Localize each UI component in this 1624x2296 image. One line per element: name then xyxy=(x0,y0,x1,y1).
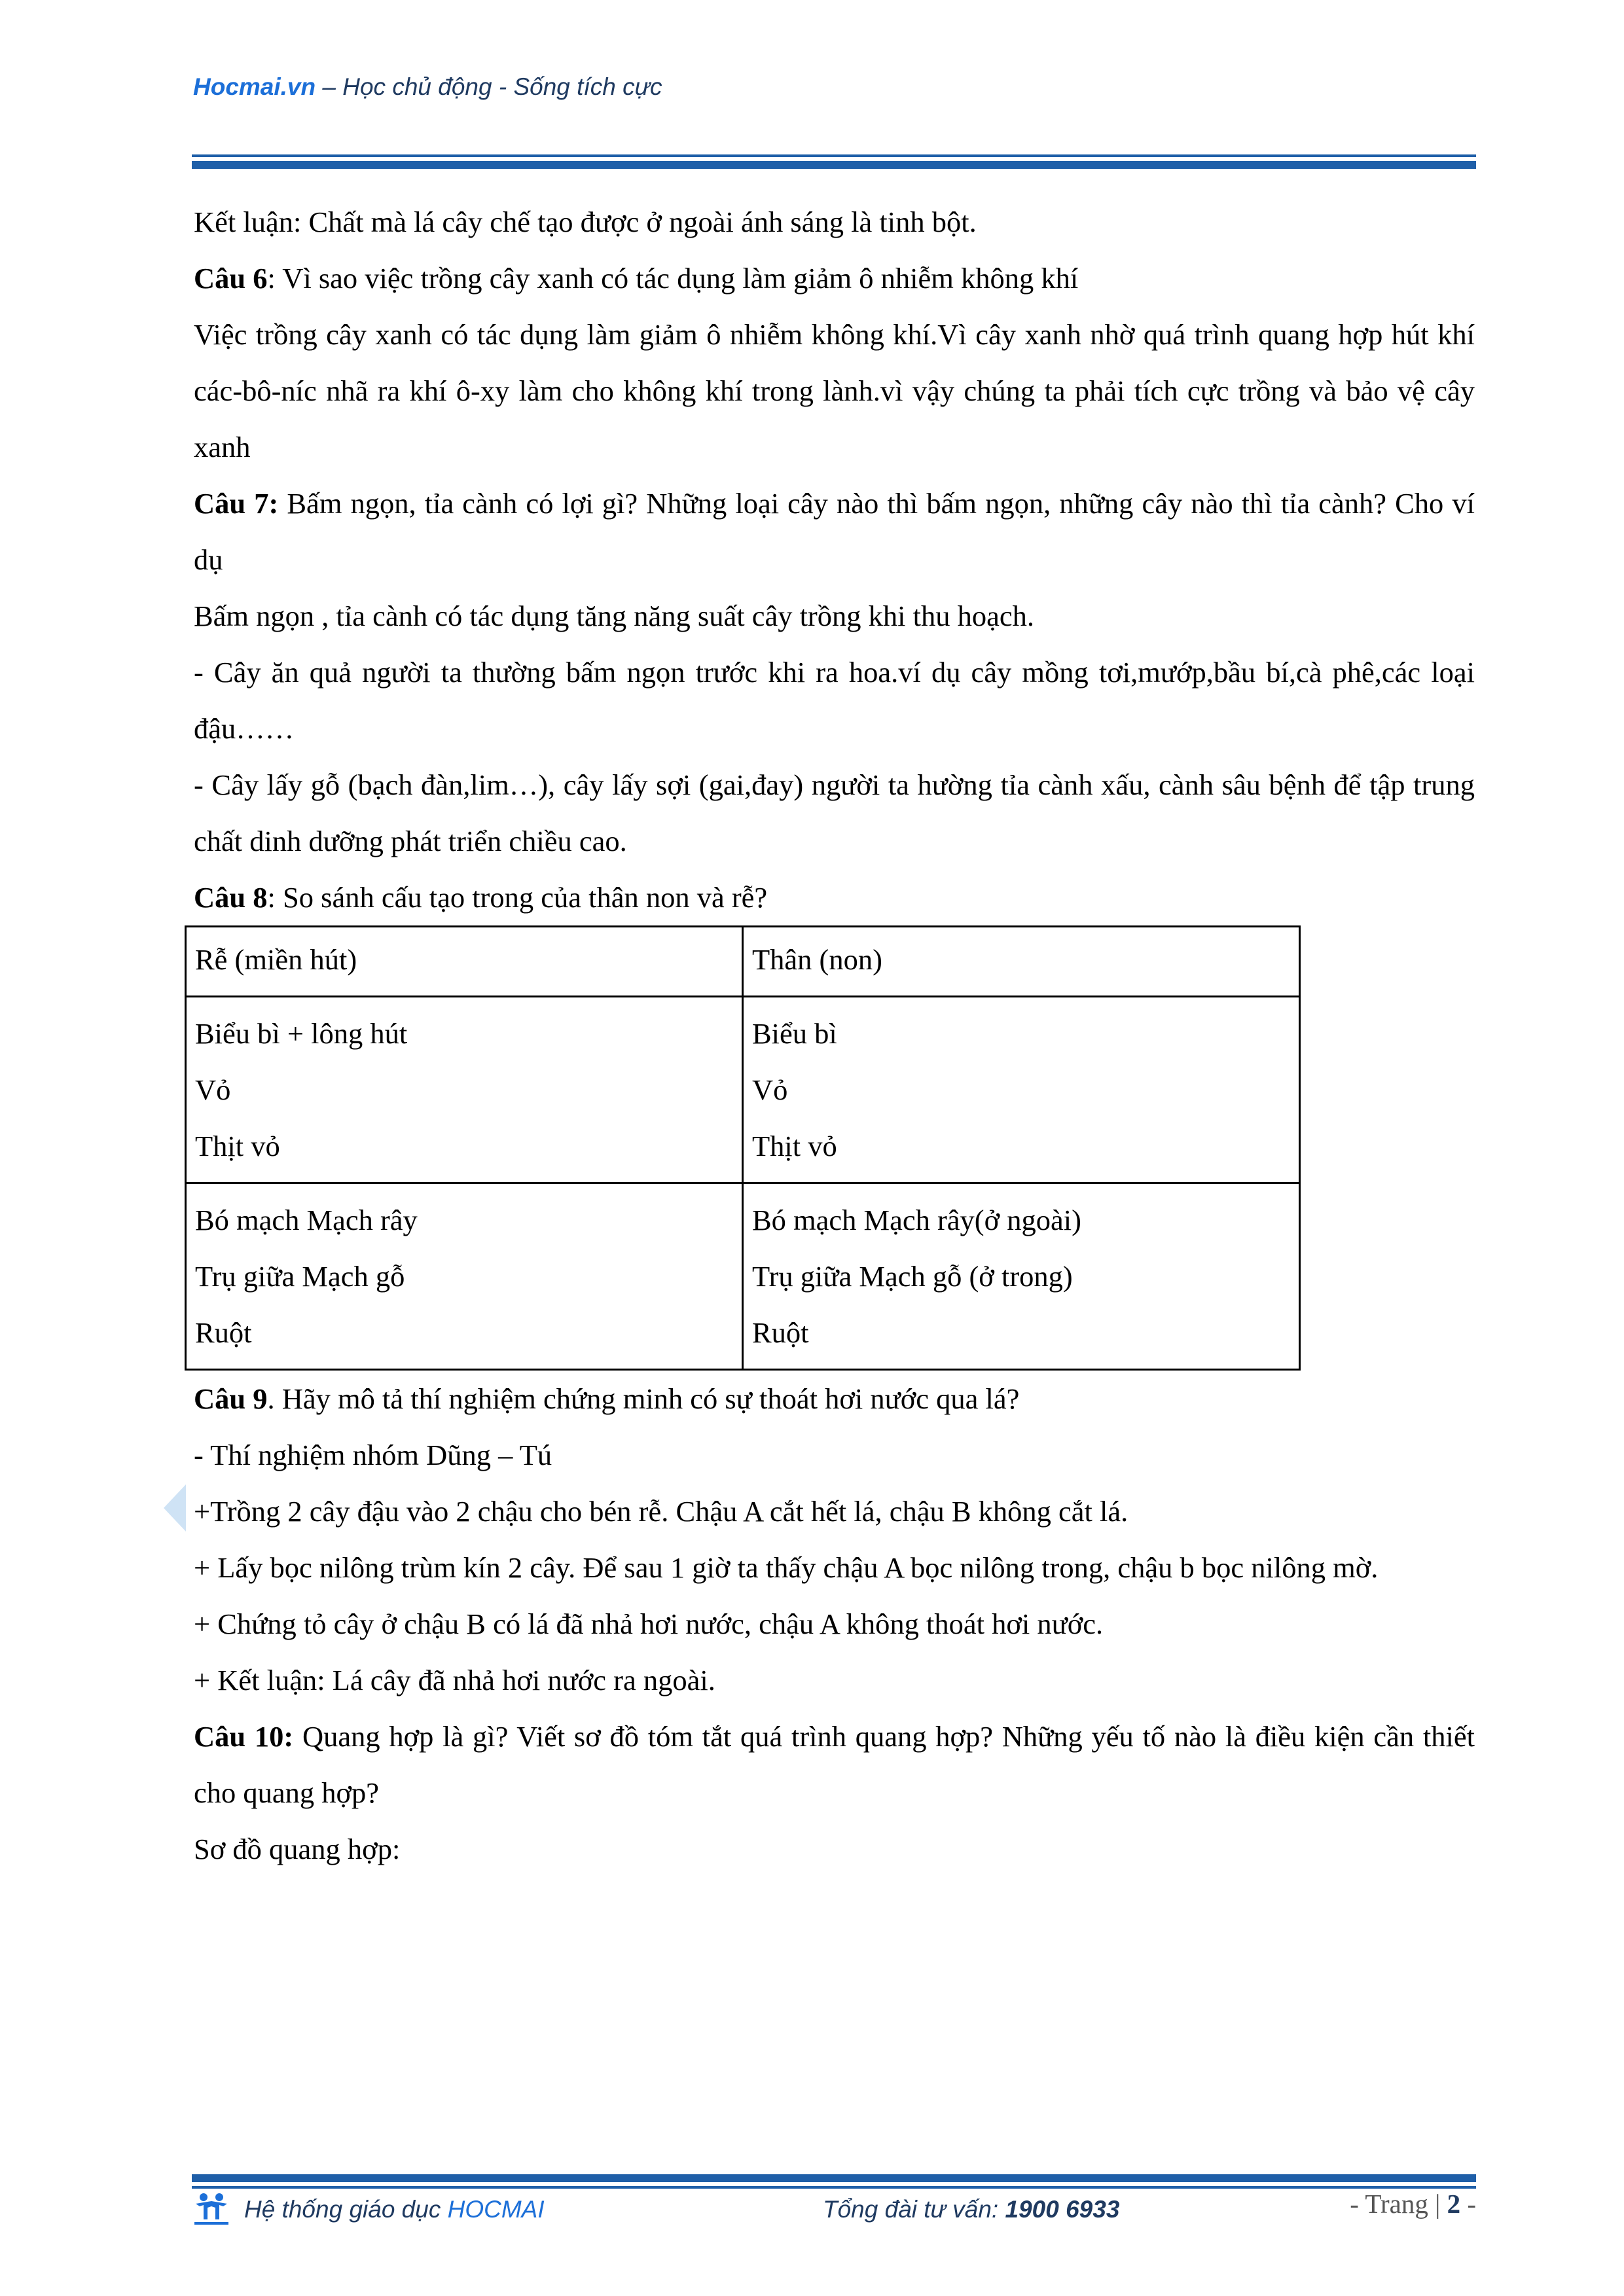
footer-system xyxy=(244,2196,545,2223)
cell-line: Thịt vỏ xyxy=(752,1130,837,1162)
table-cell xyxy=(186,1183,743,1370)
question-8-text: : So sánh cấu tạo trong của thân non và rễ? xyxy=(267,881,768,914)
page-indicator xyxy=(1350,2188,1476,2219)
diagram-label: Sơ đồ quang hợp: xyxy=(194,1833,401,1865)
table-header-row xyxy=(186,927,1300,997)
footer-system-prefix: Hệ thống giáo dục xyxy=(244,2196,448,2223)
footer-hotline-prefix: Tổng đài tư vấn: xyxy=(823,2196,1005,2223)
answer-7-line: - Cây ăn quả người ta thường bấm ngọn trước khi ra hoa.ví dụ cây mồng tơi,mướp,bầu bí,cà phê,các loại đậu…… xyxy=(194,656,1475,745)
header-divider xyxy=(192,154,1476,169)
question-6 xyxy=(194,250,1475,306)
chevron-left-icon[interactable] xyxy=(164,1484,187,1532)
question-9 xyxy=(194,1371,1475,1427)
table-header-cell: Thân (non) xyxy=(743,927,1300,997)
question-7-text: Bấm ngọn, tỉa cành có lợi gì? Những loại cây nào thì bấm ngọn, những cây nào thì tỉa cành? Cho ví dụ xyxy=(194,487,1475,576)
answer-6: Việc trồng cây xanh có tác dụng làm giảm ô nhiễm không khí.Vì cây xanh nhờ quá trình quang hợp hút khí các-bô-níc nhã ra khí ô-xy làm cho không khí trong lành.vì vậy chúng ta phải tích cực trồng và bảo vệ cây xanh xyxy=(194,318,1475,463)
table-row xyxy=(186,1183,1300,1370)
answer-7-line: Bấm ngọn , tỉa cành có tác dụng tăng năng suất cây trồng khi thu hoạch. xyxy=(194,600,1034,632)
cell-line: Thịt vỏ xyxy=(195,1130,280,1162)
document-body xyxy=(194,194,1475,1877)
question-6-label: Câu 6 xyxy=(194,262,268,295)
cell-line: Vỏ xyxy=(752,1073,788,1106)
table-header-cell: Rễ (miền hút) xyxy=(186,927,743,997)
cell-line: Trụ giữa Mạch gỗ xyxy=(195,1260,405,1293)
question-7 xyxy=(194,475,1475,588)
page-number: 2 xyxy=(1447,2189,1461,2219)
answer-9-line: + Kết luận: Lá cây đã nhả hơi nước ra ngoài. xyxy=(194,1664,715,1696)
question-10-label: Câu 10: xyxy=(194,1720,294,1753)
conclusion-text: Kết luận: Chất mà lá cây chế tạo được ở ngoài ánh sáng là tinh bột. xyxy=(194,206,977,238)
answer-7-line: - Cây lấy gỗ (bạch đàn,lim…), cây lấy sợi (gai,đay) người ta hường tỉa cành xấu, cành sâu bệnh để tập trung chất dinh dưỡng phát triển chiều cao. xyxy=(194,768,1475,857)
cell-line: Bó mạch Mạch rây(ở ngoài) xyxy=(752,1204,1081,1236)
answer-9-line: + Lấy bọc nilông trùm kín 2 cây. Để sau 1 giờ ta thấy chậu A bọc nilông trong, chậu b bọc nilông mờ. xyxy=(194,1551,1379,1584)
question-9-label: Câu 9 xyxy=(194,1382,268,1415)
page-prefix: - Trang | xyxy=(1350,2189,1447,2219)
question-6-text: : Vì sao việc trồng cây xanh có tác dụng làm giảm ô nhiễm không khí xyxy=(267,262,1079,295)
question-8-label: Câu 8 xyxy=(194,881,268,914)
answer-9-line: + Chứng tỏ cây ở chậu B có lá đã nhả hơi nước, chậu A không thoát hơi nước. xyxy=(194,1607,1104,1640)
footer-hotline-number[interactable]: 1900 6933 xyxy=(1005,2196,1120,2223)
hocmai-logo-icon[interactable] xyxy=(192,2192,231,2229)
comparison-table xyxy=(185,925,1301,1371)
answer-9-line: - Thí nghiệm nhóm Dũng – Tú xyxy=(194,1439,552,1471)
table-cell xyxy=(186,997,743,1183)
footer-system-brand[interactable]: HOCMAI xyxy=(447,2196,545,2223)
question-10-text: Quang hợp là gì? Viết sơ đồ tóm tắt quá trình quang hợp? Những yếu tố nào là điều kiện cần thiết cho quang hợp? xyxy=(194,1720,1475,1809)
cell-line: Ruột xyxy=(752,1316,809,1349)
question-7-label: Câu 7: xyxy=(194,487,279,520)
answer-9-line: +Trồng 2 cây đậu vào 2 chậu cho bén rễ. Chậu A cắt hết lá, chậu B không cắt lá. xyxy=(194,1495,1128,1528)
question-9-text: . Hãy mô tả thí nghiệm chứng minh có sự thoát hơi nước qua lá? xyxy=(267,1382,1020,1415)
header-brand[interactable]: Hocmai.vn xyxy=(193,73,316,100)
header-tagline: – Học chủ động - Sống tích cực xyxy=(316,73,662,100)
cell-line: Trụ giữa Mạch gỗ (ở trong) xyxy=(752,1260,1073,1293)
table-cell xyxy=(743,1183,1300,1370)
question-8 xyxy=(194,869,1475,925)
cell-line: Biểu bì xyxy=(752,1017,837,1050)
footer-hotline xyxy=(823,2196,1119,2223)
page-footer xyxy=(192,2188,1476,2240)
cell-line: Bó mạch Mạch rây xyxy=(195,1204,418,1236)
page-suffix: - xyxy=(1460,2189,1476,2219)
footer-divider xyxy=(192,2174,1476,2189)
table-cell xyxy=(743,997,1300,1183)
cell-line: Ruột xyxy=(195,1316,252,1349)
question-10 xyxy=(194,1708,1475,1821)
table-row xyxy=(186,997,1300,1183)
cell-line: Vỏ xyxy=(195,1073,231,1106)
cell-line: Biểu bì + lông hút xyxy=(195,1017,408,1050)
page-header xyxy=(193,73,662,101)
